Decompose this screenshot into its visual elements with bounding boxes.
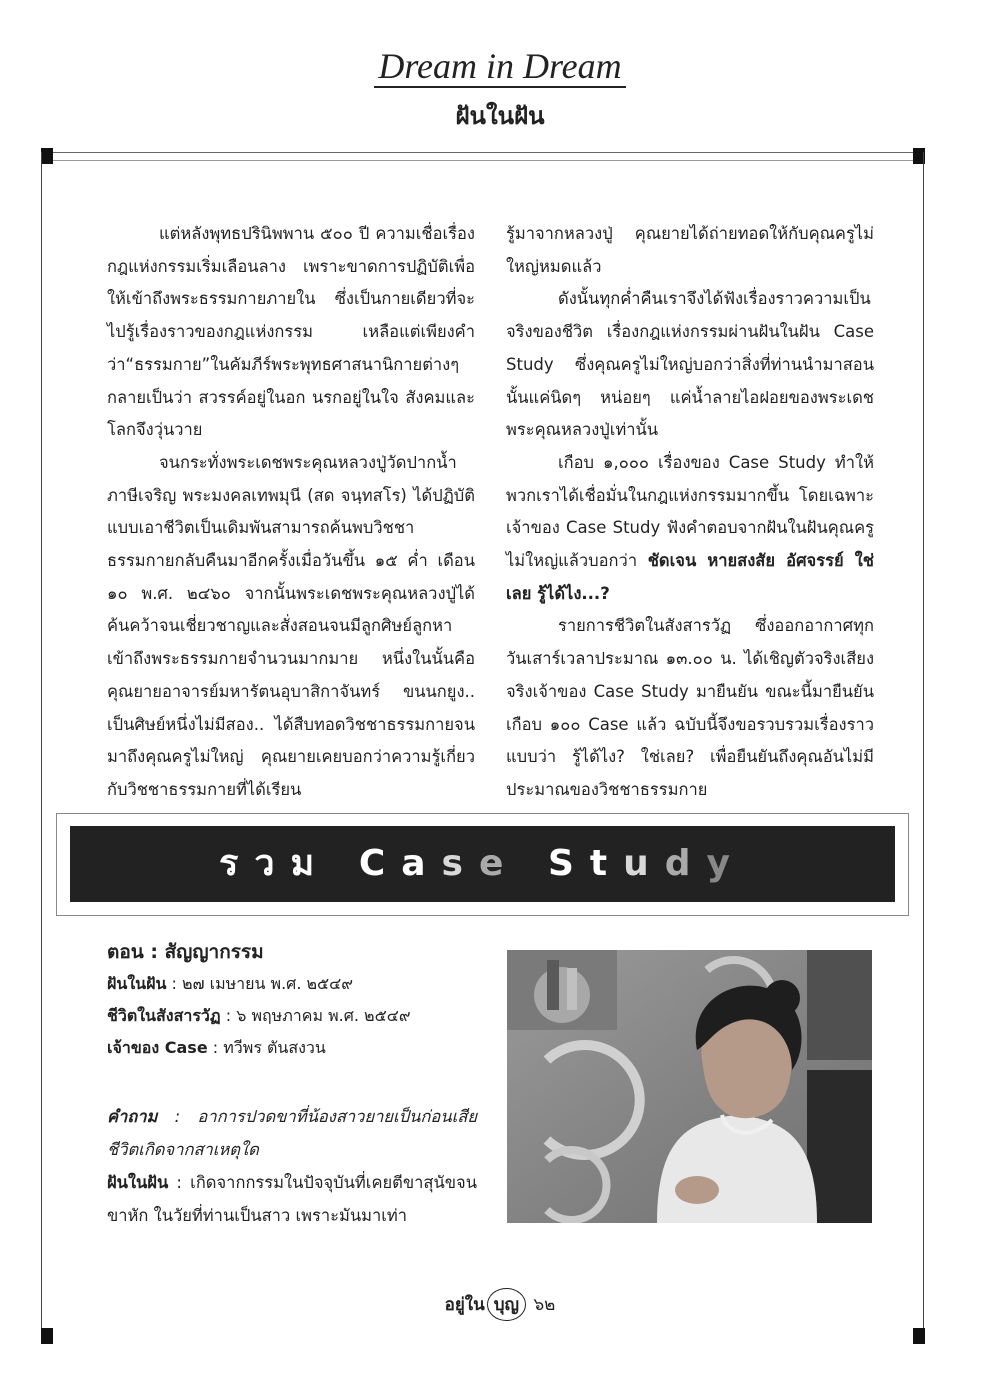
right-paragraph-1: รู้มาจากหลวงปู่ คุณยายได้ถ่ายทอดให้กับคุณครูไม่ใหญ่หมดแล้ว <box>506 224 874 276</box>
frame-bottom-corner-left <box>41 1328 53 1344</box>
banner-word-2b: s <box>441 843 479 884</box>
banner-word-3b: u <box>623 843 665 884</box>
question-answer <box>107 1100 477 1232</box>
right-paragraph-3 <box>506 447 874 611</box>
right-column <box>506 218 874 807</box>
title-thai: ฝันในฝัน <box>455 102 545 130</box>
answer-text: : เกิดจากกรรมในปัจจุบันที่เคยตีขาสุนัขจนขาหัก ในวัยที่ท่านเป็นสาว เพราะมันมาเท่า <box>107 1173 477 1225</box>
footer-logo-text: อยู่ใน <box>444 1295 485 1315</box>
title-english: Dream in Dream <box>374 46 625 88</box>
magazine-section-title <box>0 46 1000 88</box>
banner-word-3c: d <box>664 843 707 884</box>
owner-line <box>107 1032 477 1064</box>
case-study-banner <box>70 826 895 902</box>
left-column <box>107 218 475 807</box>
left-paragraph-2: จนกระทั่งพระเดชพระคุณหลวงปู่วัดปากน้ำภาษีเจริญ พระมงคลเทพมุนี (สด จนฺทสโร) ได้ปฏิบัติแบบเอาชีวิตเป็นเดิมพันสามารถค้นพบวิชชาธรรมกายกลับคืนมาอีกครั้งเมื่อวันขึ้น ๑๕ ค่ำ เดือน ๑๐ พ.ศ. ๒๔๖๐ จากนั้นพระเดชพระคุณหลวงปู่ได้ค้นคว้าจนเชี่ยวชาญและสั่งสอนจนมีลูกศิษย์ลูกหาเข้าถึงพระธรรมกายจำนวนมากมาย หนึ่งในนั้นคือคุณยายอาจารย์มหารัตนอุบาสิกาจันทร์ ขนนกยูง.. เป็นศิษย์หนึ่งไม่มีสอง.. ได้สืบทอดวิชชาธรรมกายจนมาถึงคุณครูไม่ใหญ่ คุณยายเคยบอกว่าความรู้เกี่ยวกับวิชชาธรรมกายที่ได้เรียน <box>107 452 475 799</box>
dream-date-line <box>107 968 477 1000</box>
photo-illustration <box>507 950 872 1223</box>
life-label: ชีวิตในสังสารวัฏ <box>107 1006 221 1025</box>
banner-word-2a: Ca <box>358 843 442 884</box>
question-label: คำถาม <box>107 1107 158 1126</box>
left-paragraph-1: แต่หลังพุทธปรินิพพาน ๕๐๐ ปี ความเชื่อเรื่องกฎแห่งกรรมเริ่มเลือนลาง เพราะขาดการปฏิบัติเพื่อให้เข้าถึงพระธรรมกายภายใน ซึ่งเป็นกายเดียวที่จะไปรู้เรื่องราวของกฎแห่งกรรม เหลือแต่เพียงคำว่า“ธรรมกาย”ในคัมภีร์พระพุทธศาสนานิกายต่างๆ กลายเป็นว่า สวรรค์อยู่ในอก นรกอยู่ในใจ สังคมและโลกจึงวุ่นวาย <box>107 224 475 440</box>
answer <box>107 1166 477 1232</box>
banner-word-3a: St <box>547 843 624 884</box>
right-paragraph-2: ดังนั้นทุกค่ำคืนเราจึงได้ฟังเรื่องราวความเป็นจริงของชีวิต เรื่องกฎแห่งกรรมผ่านฝันในฝัน Case Study ซึ่งคุณครูไม่ใหญ่บอกว่าสิ่งที่ท่านนำมาสอนนั้นแค่นิดๆ หน่อยๆ แค่น้ำลายไอฝอยของพระเดชพระคุณหลวงปู่เท่านั้น <box>506 289 874 440</box>
page-number: ๖๒ <box>533 1295 556 1315</box>
owner-label: เจ้าของ Case <box>107 1038 208 1057</box>
life-date-line <box>107 1000 477 1032</box>
page-footer <box>0 1288 1000 1321</box>
banner-word-2c: e <box>478 843 520 884</box>
banner-word-3d: y <box>706 843 746 884</box>
answer-label: ฝันในฝัน <box>107 1173 169 1192</box>
case-info <box>107 936 477 1064</box>
frame-top-rule <box>41 152 925 161</box>
dream-date: : ๒๗ เมษายน พ.ศ. ๒๕๔๙ <box>166 974 353 993</box>
owner-name: : ทวีพร ตันสงวน <box>207 1038 326 1057</box>
right-paragraph-3-text: เกือบ ๑,๐๐๐ เรื่องของ Case Study ทำให้พวกเราได้เชื่อมั่นในกฎแห่งกรรมมากขึ้น โดยเฉพาะเจ้าของ Case Study ฟังคำตอบจากฝันในฝันคุณครูไม่ใหญ่แล้วบอกว่า <box>506 452 874 571</box>
episode-title: ตอน : สัญญากรรม <box>107 941 264 963</box>
banner-title <box>219 843 746 884</box>
frame-left-rule <box>41 152 42 1344</box>
question-text: : อาการปวดขาที่น้องสาวยายเป็นก่อนเสียชีวิตเกิดจากสาเหตุใด <box>107 1107 477 1159</box>
frame-corner-left <box>41 148 53 164</box>
banner-word-1: รวม <box>219 843 331 884</box>
footer-logo-circle: บุญ <box>487 1288 526 1321</box>
right-paragraph-3-bold: ชัดเจน หายสงสัย อัศจรรย์ ใช่เลย รู้ได้ไง...? <box>506 551 874 603</box>
question <box>107 1100 477 1166</box>
dream-label: ฝันในฝัน <box>107 974 167 993</box>
case-owner-photo <box>507 950 872 1223</box>
life-date: : ๖ พฤษภาคม พ.ศ. ๒๕๔๙ <box>220 1006 411 1025</box>
frame-bottom-corner-right <box>913 1328 925 1344</box>
right-paragraph-4: รายการชีวิตในสังสารวัฏ ซึ่งออกอากาศทุกวันเสาร์เวลาประมาณ ๑๓.๐๐ น. ได้เชิญตัวจริงเสียงจริงเจ้าของ Case Study มายืนยัน ขณะนี้มายืนยันเกือบ ๑๐๐ Case แล้ว ฉบับนี้จึงขอรวบรวมเรื่องราวแบบว่า รู้ได้ไง? ใช่เลย? เพื่อยืนยันถึงคุณอันไม่มีประมาณของวิชชาธรรมกาย <box>506 616 874 799</box>
frame-right-rule <box>923 152 924 1344</box>
